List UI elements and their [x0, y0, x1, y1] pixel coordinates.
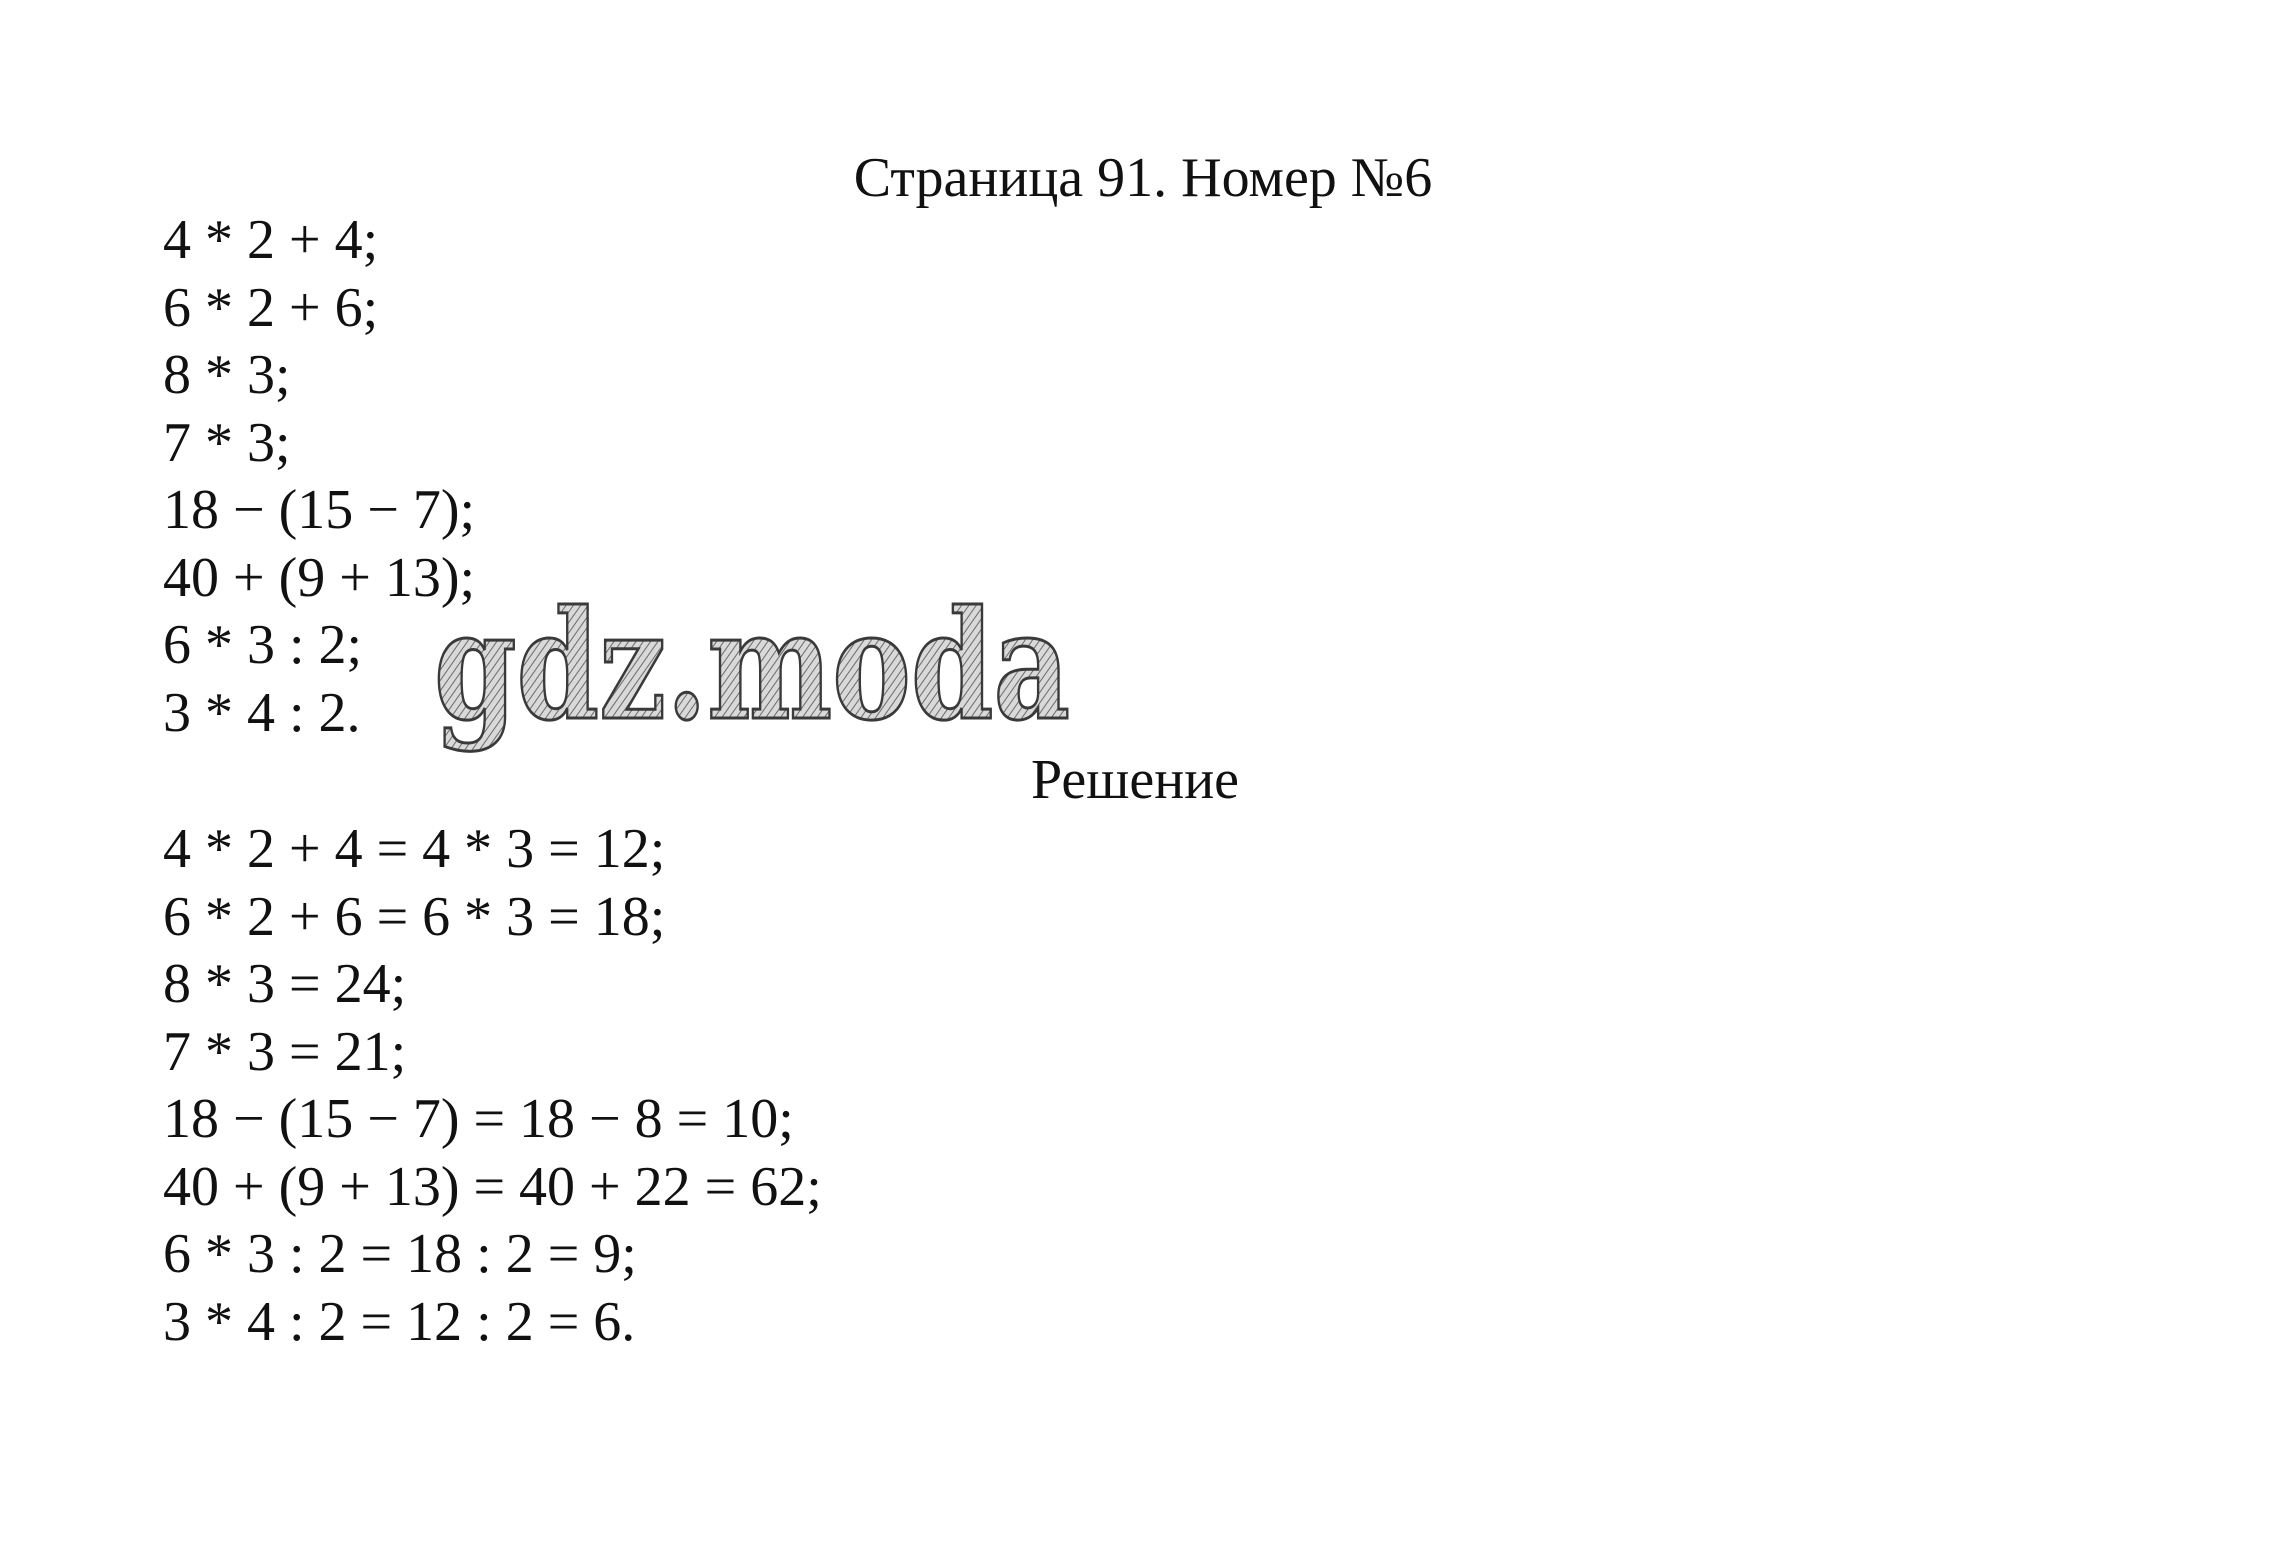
- solution-line: 6 * 2 + 6 = 6 * 3 = 18;: [163, 885, 666, 948]
- solution-line: 3 * 4 : 2 = 12 : 2 = 6.: [163, 1290, 636, 1353]
- task-line: 18 − (15 − 7);: [163, 479, 476, 541]
- solution-line: 4 * 2 + 4 = 4 * 3 = 12;: [163, 818, 666, 880]
- solution-line: 18 − (15 − 7) = 18 − 8 = 10;: [163, 1088, 794, 1150]
- task-list: [163, 207, 475, 747]
- solution-line: 6 * 3 : 2 = 18 : 2 = 9;: [163, 1223, 637, 1285]
- solution-heading: Решение: [1030, 749, 1240, 811]
- solution-line: 40 + (9 + 13) = 40 + 22 = 62;: [163, 1155, 822, 1218]
- task-line: 6 * 2 + 6;: [163, 276, 379, 339]
- solution-list: [163, 816, 822, 1356]
- task-line: 6 * 3 : 2;: [163, 614, 363, 676]
- task-line: 8 * 3;: [163, 344, 291, 406]
- watermark-text: gdz.moda: [434, 578, 1070, 754]
- task-line: 7 * 3;: [163, 411, 291, 474]
- task-line: 40 + (9 + 13);: [163, 546, 476, 609]
- task-line: 3 * 4 : 2.: [163, 681, 361, 744]
- solution-line: 7 * 3 = 21;: [163, 1020, 407, 1083]
- solution-line: 8 * 3 = 24;: [163, 953, 407, 1015]
- page-title: Страница 91. Номер №6: [853, 147, 1433, 209]
- task-line: 4 * 2 + 4;: [163, 209, 379, 271]
